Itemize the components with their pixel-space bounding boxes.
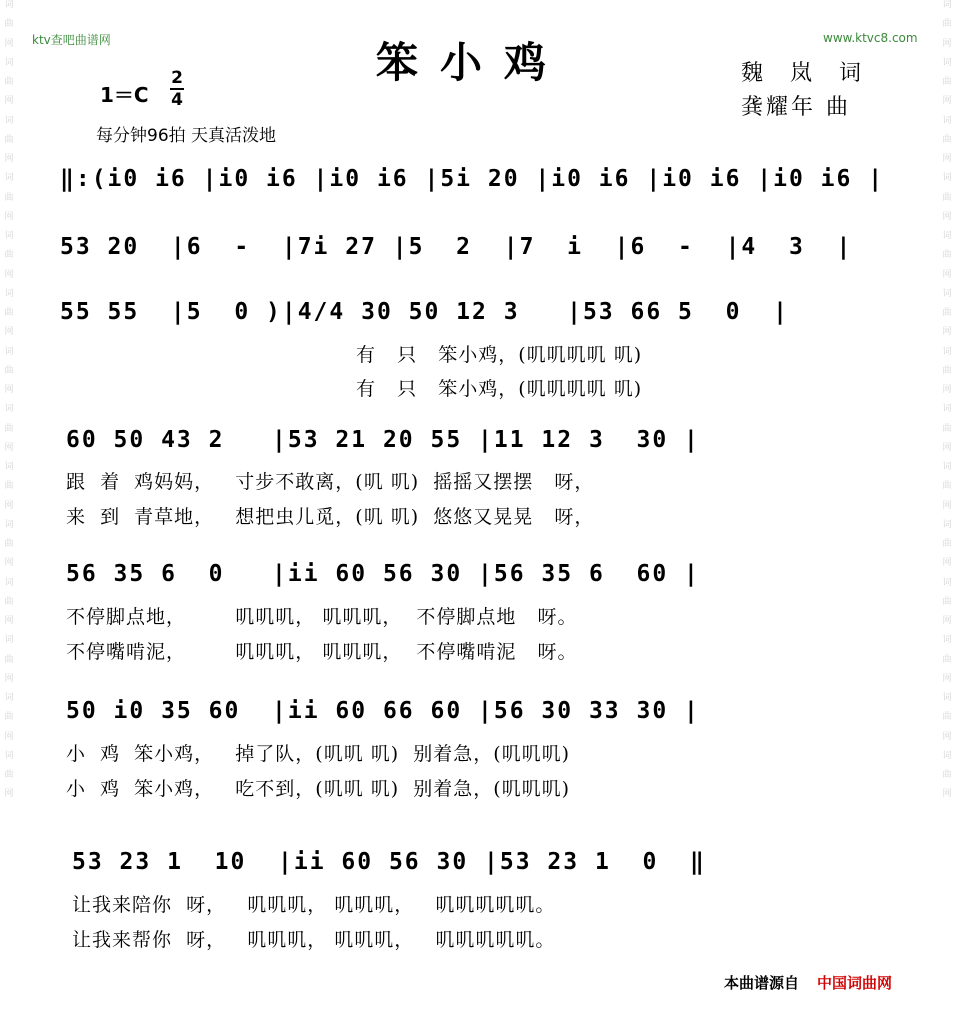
source-label: 本曲谱源自 <box>724 974 800 992</box>
side-watermark-glyph: 网 <box>4 616 14 626</box>
side-watermark-glyph: 曲 <box>942 654 952 665</box>
score-line-6: 50 i0 35 60 |ii 60 66 60 |56 30 33 30 | <box>66 698 700 724</box>
side-watermark-glyph: 曲 <box>4 481 14 492</box>
side-watermark-glyph: 网 <box>942 327 952 338</box>
score-line-4: 60 50 43 2 |53 21 20 55 |11 12 3 30 | <box>66 427 700 453</box>
lyric-line-5-verse-2: 不停嘴啃泥， 叽叽叽， 叽叽叽， 不停嘴啃泥 呀。 <box>66 641 578 663</box>
side-watermark-glyph: 词 <box>942 462 952 472</box>
side-watermark-glyph: 词 <box>942 750 952 761</box>
side-watermark-glyph: 词 <box>4 462 14 472</box>
side-watermark-glyph: 词 <box>942 693 952 703</box>
lyric-line-6-verse-2: 小 鸡 笨小鸡， 吃不到，(叽叽 叽) 别着急，(叽叽叽) <box>66 778 571 800</box>
side-watermark-glyph: 词 <box>4 750 14 761</box>
lyric-line-3-verse-2: 有 只 笨小鸡，(叽叽叽叽 叽) <box>356 378 643 400</box>
side-watermark-glyph: 网 <box>942 500 952 511</box>
side-watermark-glyph: 词 <box>942 635 952 646</box>
side-watermark-glyph: 曲 <box>4 770 14 780</box>
side-watermark-glyph: 曲 <box>942 423 952 434</box>
side-watermark-glyph: 曲 <box>4 539 14 549</box>
side-watermark-glyph: 曲 <box>4 250 14 261</box>
side-watermark-glyph: 曲 <box>942 481 952 492</box>
side-watermark-glyph: 词 <box>4 346 14 357</box>
lyric-line-6-verse-1: 小 鸡 笨小鸡， 掉了队，(叽叽 叽) 别着急，(叽叽叽) <box>66 743 571 765</box>
tempo-marking: 每分钟96拍 天真活泼地 <box>96 126 277 146</box>
side-watermark-glyph: 词 <box>4 115 14 126</box>
side-watermark-glyph: 词 <box>942 57 952 68</box>
composer-credit: 龚耀年 曲 <box>741 95 851 120</box>
side-watermark-glyph: 曲 <box>942 250 952 261</box>
source-site-link[interactable]: 中国词曲网 <box>817 974 893 992</box>
side-watermark-glyph: 词 <box>4 404 14 415</box>
side-watermark-glyph: 网 <box>4 731 14 742</box>
score-line-2: 53 20 |6 - |7i 27 |5 2 |7 i |6 - |4 3 | <box>60 234 853 260</box>
side-watermark-glyph: 词 <box>4 519 14 530</box>
site-watermark-right[interactable]: www.ktvc8.com <box>823 31 918 45</box>
lyric-line-3-verse-1: 有 只 笨小鸡，(叽叽叽叽 叽) <box>356 344 643 366</box>
side-watermark-glyph: 曲 <box>4 192 14 203</box>
side-watermark-glyph: 曲 <box>4 134 14 145</box>
time-signature <box>170 68 184 110</box>
side-watermark-glyph: 曲 <box>4 77 14 87</box>
lyric-line-4-verse-1: 跟 着 鸡妈妈， 寸步不敢离，(叽 叽) 摇摇又摆摆 呀， <box>66 471 595 493</box>
side-watermark-glyph: 曲 <box>4 654 14 665</box>
side-watermark-glyph: 曲 <box>942 539 952 549</box>
side-watermark-glyph: 网 <box>942 731 952 742</box>
side-watermark-left <box>2 0 16 1019</box>
side-watermark-glyph: 网 <box>4 38 14 49</box>
side-watermark-glyph: 网 <box>4 442 14 453</box>
side-watermark-glyph: 网 <box>942 211 952 222</box>
side-watermark-glyph: 网 <box>4 269 14 280</box>
side-watermark-glyph: 词 <box>942 115 952 126</box>
side-watermark-glyph: 曲 <box>942 192 952 203</box>
side-watermark-glyph: 网 <box>942 269 952 280</box>
side-watermark-glyph: 网 <box>942 616 952 626</box>
side-watermark-glyph: 网 <box>942 38 952 49</box>
time-signature-top: 2 <box>171 68 183 88</box>
side-watermark-glyph: 曲 <box>4 19 14 30</box>
side-watermark-glyph: 网 <box>942 789 952 800</box>
side-watermark-glyph: 网 <box>4 385 14 395</box>
side-watermark-glyph: 网 <box>4 558 14 569</box>
score-line-3: 55 55 |5 0 )|4/4 30 50 12 3 |53 66 5 0 | <box>60 299 789 325</box>
side-watermark-glyph: 词 <box>942 173 952 184</box>
side-watermark-glyph: 词 <box>942 288 952 299</box>
side-watermark-glyph: 曲 <box>4 712 14 723</box>
side-watermark-glyph: 词 <box>4 288 14 299</box>
side-watermark-glyph: 词 <box>942 577 952 588</box>
lyricist-credit: 魏 岚 词 <box>741 61 871 86</box>
lyric-line-5-verse-1: 不停脚点地， 叽叽叽， 叽叽叽， 不停脚点地 呀。 <box>66 606 578 628</box>
score-line-5: 56 35 6 0 |ii 60 56 30 |56 35 6 60 | <box>66 561 700 587</box>
side-watermark-glyph: 曲 <box>4 423 14 434</box>
side-watermark-glyph: 网 <box>942 442 952 453</box>
score-line-1: ‖:(i0 i6 |i0 i6 |i0 i6 |5i 20 |i0 i6 |i0 i6 |i0 i6 | <box>60 166 885 192</box>
side-watermark-glyph: 网 <box>4 154 14 164</box>
side-watermark-glyph: 词 <box>4 635 14 646</box>
side-watermark-glyph: 曲 <box>942 365 952 376</box>
side-watermark-glyph: 词 <box>4 231 14 241</box>
side-watermark-glyph: 词 <box>942 519 952 530</box>
side-watermark-glyph: 词 <box>4 0 14 10</box>
side-watermark-glyph: 词 <box>942 346 952 357</box>
side-watermark-glyph: 网 <box>4 96 14 107</box>
side-watermark-glyph: 曲 <box>942 712 952 723</box>
side-watermark-glyph: 网 <box>4 500 14 511</box>
side-watermark-glyph: 网 <box>942 154 952 164</box>
side-watermark-right <box>940 0 954 1019</box>
side-watermark-glyph: 曲 <box>942 19 952 30</box>
side-watermark-glyph: 网 <box>4 673 14 684</box>
side-watermark-glyph: 曲 <box>4 596 14 607</box>
side-watermark-glyph: 词 <box>4 57 14 68</box>
song-title: 笨小鸡 <box>376 38 569 87</box>
side-watermark-glyph: 曲 <box>4 308 14 318</box>
side-watermark-glyph: 曲 <box>4 365 14 376</box>
time-signature-bottom: 4 <box>171 90 183 110</box>
side-watermark-glyph: 网 <box>942 673 952 684</box>
side-watermark-glyph: 曲 <box>942 77 952 87</box>
lyric-line-7-verse-2: 让我来帮你 呀， 叽叽叽， 叽叽叽， 叽叽叽叽叽。 <box>72 929 556 951</box>
source-credit <box>724 972 892 993</box>
side-watermark-glyph: 网 <box>942 96 952 107</box>
side-watermark-glyph: 词 <box>4 693 14 703</box>
score-line-7: 53 23 1 10 |ii 60 56 30 |53 23 1 0 ‖ <box>72 849 706 875</box>
side-watermark-glyph: 曲 <box>942 134 952 145</box>
side-watermark-glyph: 词 <box>942 231 952 241</box>
side-watermark-glyph: 词 <box>4 577 14 588</box>
side-watermark-glyph: 曲 <box>942 596 952 607</box>
side-watermark-glyph: 网 <box>4 211 14 222</box>
side-watermark-glyph: 词 <box>942 0 952 10</box>
lyric-line-4-verse-2: 来 到 青草地， 想把虫儿觅，(叽 叽) 悠悠又晃晃 呀， <box>66 506 595 528</box>
side-watermark-glyph: 词 <box>942 404 952 415</box>
side-watermark-glyph: 词 <box>4 173 14 184</box>
side-watermark-glyph: 网 <box>942 385 952 395</box>
side-watermark-glyph: 网 <box>4 327 14 338</box>
lyric-line-7-verse-1: 让我来陪你 呀， 叽叽叽， 叽叽叽， 叽叽叽叽叽。 <box>72 894 556 916</box>
key-signature: 1＝C <box>100 83 149 107</box>
side-watermark-glyph: 网 <box>4 789 14 800</box>
side-watermark-glyph: 曲 <box>942 770 952 780</box>
side-watermark-glyph: 曲 <box>942 308 952 318</box>
site-watermark-left[interactable]: ktv查吧曲谱网 <box>32 33 111 47</box>
side-watermark-glyph: 网 <box>942 558 952 569</box>
